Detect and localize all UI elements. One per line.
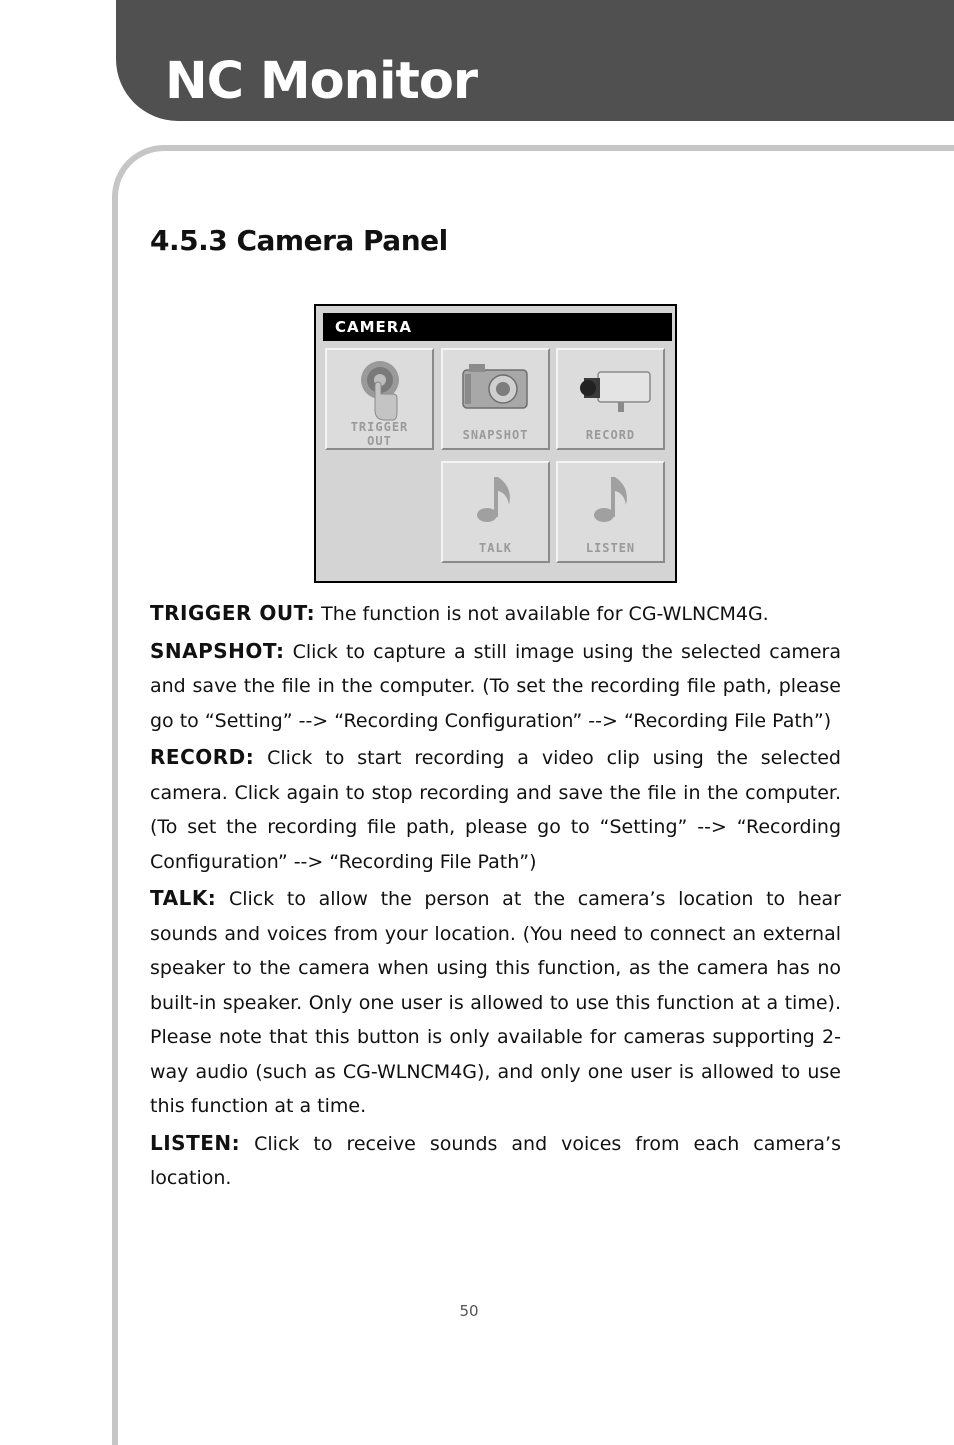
term-label: TALK: <box>150 886 217 910</box>
trigger-out-button[interactable] <box>325 348 434 450</box>
term-label: RECORD: <box>150 745 255 769</box>
snapshot-label: SNAPSHOT <box>462 428 529 442</box>
description-text: Click to allow the person at the camera’s location to hear sounds and voices from your location. (You need to connect an external speaker to the camera when using this function, as the camera has no built-in speaker. Only one user is allowed to use this function at a time). Please note that this button is only available for cameras supporting 2-way audio (such as CG-WLNCM4G), and only one user is allowed to use this function at a time. <box>150 888 841 1117</box>
description-text: Click to receive sounds and voices from each camera’s location. <box>150 1132 841 1189</box>
record-label: RECORD <box>585 428 636 442</box>
listen-button[interactable] <box>556 461 665 563</box>
camera-panel <box>314 304 677 583</box>
record-button[interactable] <box>556 348 665 450</box>
trigger-out-label-line1: TRIGGER <box>350 420 409 434</box>
term-label: TRIGGER OUT: <box>150 601 316 625</box>
description-record <box>150 740 841 879</box>
description-listen <box>150 1126 841 1196</box>
term-label: LISTEN: <box>150 1130 241 1155</box>
description-talk <box>150 881 841 1124</box>
talk-button[interactable] <box>441 461 550 563</box>
term-label: SNAPSHOT: <box>150 638 285 663</box>
snapshot-button[interactable] <box>441 348 550 450</box>
description-text: The function is not available for CG-WLNCM4G. <box>315 603 769 625</box>
trigger-out-label-line2: OUT <box>367 434 392 448</box>
talk-label: TALK <box>479 541 512 555</box>
section-heading: 4.5.3 Camera Panel <box>150 224 448 257</box>
description-text: Click to capture a still image using the selected camera and save the file in the computer. (To set the recording file path, please go to “Setting” --> “Recording Configuration” --> “Recording File Path”) <box>150 640 841 732</box>
description-text: Click to start recording a video clip using the selected camera. Click again to stop recording and save the file in the computer. (To set the recording file path, please go to “Setting” --> “Recording Configuration” --> “Recording File Path”) <box>150 747 841 873</box>
description-snapshot <box>150 634 841 739</box>
page-title: NC Monitor <box>165 52 478 111</box>
page-number: 50 <box>459 1302 479 1320</box>
camera-panel-title: CAMERA <box>323 313 672 341</box>
description-trigger-out <box>150 596 841 632</box>
descriptions <box>150 596 841 1198</box>
listen-label: LISTEN <box>585 541 636 555</box>
